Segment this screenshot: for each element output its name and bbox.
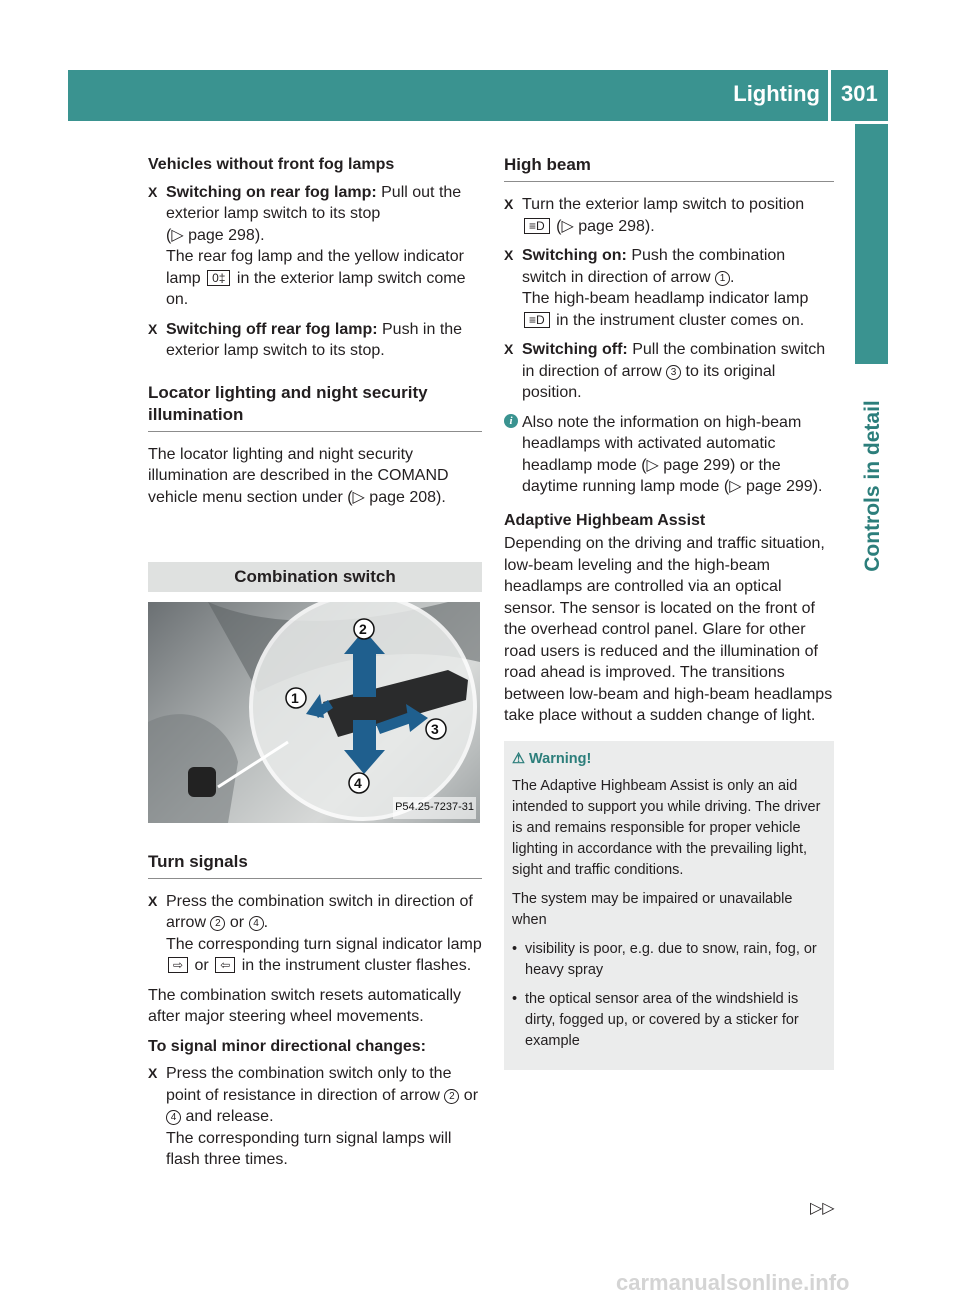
- high-beam-icon: ≡D: [524, 312, 550, 328]
- step-label: Switching off:: [522, 341, 628, 358]
- step-high-beam-off: [504, 339, 834, 404]
- minor-changes-heading: To signal minor directional changes:: [148, 1037, 426, 1055]
- step-text: Press the combination switch in direction of arrow: [166, 892, 473, 931]
- warning-title-text: Warning!: [529, 750, 592, 767]
- section-label-text: Controls in detail: [860, 400, 884, 572]
- warning-paragraph: The Adaptive Highbeam Assist is only an aid intended to support you while driving. The driver is and remains responsible for proper vehicle lighting in accordance with the prevailing light, sight and traffic conditions.: [512, 777, 821, 878]
- step-fog-on: [148, 182, 482, 311]
- watermark: carmanualsonline.info: [616, 1270, 850, 1295]
- combination-switch-figure: [148, 602, 480, 823]
- step-text: Push in the exterior lamp switch to its stop.: [166, 320, 463, 359]
- step-result-end: in the exterior lamp switch come on.: [166, 269, 466, 308]
- step-text-or: or: [225, 914, 249, 931]
- step-marker-icon: X: [148, 320, 158, 337]
- header-divider: [828, 70, 831, 121]
- fog-lamp-icon: 0‡: [207, 270, 230, 286]
- combination-switch-heading: Combination switch: [148, 562, 482, 592]
- section-label: [857, 366, 888, 606]
- step-text-end: to its original position.: [522, 362, 776, 401]
- step-marker-icon: X: [148, 892, 158, 909]
- step-text: Push the combination switch in direction of arrow: [522, 247, 786, 286]
- highbeam-assist-text: Depending on the driving and traffic situation, low-beam leveling and the high-beam headlamps are controlled via an optical sensor. The sensor is located on the front of the overhead control panel. Glare for other road users is reduced and the illumination of road ahead is improved. The transitions between low-beam and high-beam headlamps take place without a sudden change of light.: [504, 535, 833, 724]
- bullet-text: the optical sensor area of the windshield is dirty, fogged up, or covered by a sticker for example: [525, 990, 799, 1049]
- page-number: 301: [841, 81, 878, 106]
- step-marker-icon: X: [504, 341, 514, 357]
- figure-num-2: 2: [359, 620, 367, 637]
- arrow-number: 3: [666, 365, 681, 380]
- step-high-beam-on: [504, 245, 834, 331]
- bullet-icon: •: [512, 940, 518, 957]
- step-minor-change: [148, 1063, 482, 1171]
- turn-reset-text: The combination switch resets automatically after major steering wheel movements.: [148, 986, 462, 1025]
- high-beam-heading: High beam: [504, 154, 834, 182]
- bullet-text: visibility is poor, e.g. due to snow, rain, fog, or heavy spray: [525, 940, 817, 978]
- step-text-end: and release.: [181, 1108, 274, 1125]
- locator-text: The locator lighting and night security illumination are described in the COMAND vehicle menu section under (▷ page 208).: [148, 445, 449, 506]
- warning-box: [504, 741, 834, 1070]
- page-ref: (▷ page 298).: [166, 226, 265, 244]
- arrow-number: 1: [715, 271, 730, 286]
- bullet-icon: •: [512, 990, 518, 1007]
- turn-left-icon: ⇦: [215, 957, 235, 973]
- highbeam-assist-heading: Adaptive Highbeam Assist: [504, 511, 706, 529]
- step-result-or: or: [190, 957, 214, 974]
- figure-num-1: 1: [291, 689, 299, 706]
- step-label: Switching on rear fog lamp:: [166, 183, 377, 201]
- low-beam-icon: ≡D: [524, 218, 550, 234]
- locator-heading: Locator lighting and night security illumination: [148, 382, 482, 432]
- warning-paragraph: The system may be impaired or unavailable when: [512, 890, 793, 928]
- step-fog-off: [148, 319, 482, 362]
- step-text: Pull out the exterior lamp switch to its stop: [166, 183, 462, 222]
- step-result-end: in the instrument cluster flashes.: [237, 957, 472, 974]
- step-text-end: .: [729, 268, 735, 286]
- right-column: [504, 154, 834, 1070]
- arrow-number: 4: [166, 1110, 181, 1125]
- step-high-beam-position: [504, 194, 834, 237]
- figure-num-3: 3: [431, 720, 439, 737]
- page-header: [68, 70, 888, 121]
- step-marker-icon: X: [504, 247, 514, 263]
- step-turn-signal: [148, 891, 482, 977]
- step-text: Press the combination switch only to the point of resistance in direction of arrow: [166, 1065, 452, 1104]
- info-text: Also note the information on high-beam headlamps with activated automatic headlamp mode (▷ page 299) or the daytime running lamp mode (▷ page 299).: [522, 413, 823, 495]
- continued-marker-icon: ▷▷: [810, 1200, 835, 1217]
- arrow-number: 4: [249, 916, 264, 931]
- step-label: Switching on:: [522, 247, 627, 264]
- step-text-or: or: [459, 1086, 479, 1104]
- step-result: The corresponding turn signal lamps will flash three times.: [166, 1129, 452, 1168]
- step-result: The rear fog lamp and the yellow indicator lamp: [166, 248, 464, 287]
- section-tab: [855, 124, 888, 364]
- fog-heading: Vehicles without front fog lamps: [148, 156, 395, 173]
- figure-code: P54.25-7237-31: [393, 797, 476, 819]
- info-icon: i: [504, 414, 518, 428]
- arrow-number: 2: [210, 916, 225, 931]
- step-result: The corresponding turn signal indicator lamp: [166, 935, 482, 953]
- turn-right-icon: ⇨: [168, 957, 188, 973]
- left-column: [148, 154, 482, 1179]
- warning-icon: ⚠: [512, 750, 525, 767]
- step-marker-icon: X: [148, 1065, 158, 1081]
- warning-bullet: [512, 989, 826, 1052]
- step-label: Switching off rear fog lamp:: [166, 320, 378, 338]
- turn-signals-heading: Turn signals: [148, 851, 482, 879]
- header-title: Lighting: [733, 81, 820, 106]
- step-result-end: in the instrument cluster comes on.: [551, 311, 805, 329]
- step-marker-icon: X: [148, 183, 158, 200]
- figure-num-4: 4: [354, 774, 362, 791]
- step-text: Turn the exterior lamp switch to position: [522, 196, 805, 213]
- warning-bullet: [512, 939, 826, 981]
- step-text-end: .: [263, 914, 269, 931]
- warning-title: [512, 749, 826, 770]
- combination-switch-illustration: [148, 602, 480, 823]
- info-note: [504, 412, 834, 498]
- arrow-number: 2: [444, 1089, 459, 1104]
- step-result: The high-beam headlamp indicator lamp: [522, 290, 809, 307]
- page-ref: (▷ page 298).: [551, 217, 655, 235]
- step-marker-icon: X: [504, 196, 514, 212]
- step-text: Pull the combination switch in direction of arrow: [522, 341, 826, 380]
